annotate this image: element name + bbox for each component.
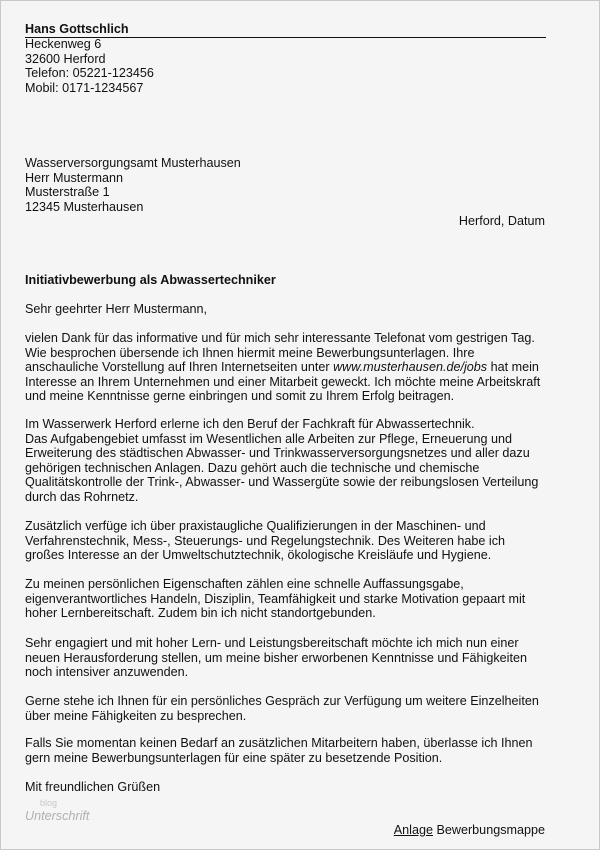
recipient-city: 12345 Musterhausen — [25, 199, 144, 214]
text-line: Falls Sie momentan keinen Bedarf an zusätzlichen Mitarbeitern haben, überlasse ich Ihnen — [25, 736, 533, 750]
paragraph-4 — [25, 577, 555, 621]
text-line: Verfahrenstechnik, Mess-, Steuerungs- und Regelungstechnik. Des Weiteren habe ich — [25, 533, 505, 548]
website-link: www.musterhausen.de/jobs — [333, 360, 488, 374]
paragraph-7 — [25, 736, 555, 765]
text-line: Zu meinen persönlichen Eigenschaften zählen eine schnelle Auffassungsgabe, — [25, 577, 464, 591]
sender-street: Heckenweg 6 — [25, 37, 102, 51]
sender-mobile: Mobil: 0171-1234567 — [25, 80, 144, 95]
text-line: Sehr engagiert und mit hoher Lern- und Leistungsbereitschaft möchte ich mich nun einer — [25, 636, 519, 650]
paragraph-2 — [25, 417, 555, 504]
paragraph-6 — [25, 694, 555, 723]
recipient-address — [25, 156, 555, 214]
text-line: Zusätzlich verfüge ich über praxistaugliche Qualifizierungen in der Maschinen- und — [25, 519, 486, 533]
text-line — [25, 360, 555, 375]
sender-block — [25, 22, 555, 37]
text-line: Gerne stehe ich Ihnen für ein persönliches Gespräch zur Verfügung um weitere Einzelheiten — [25, 694, 539, 708]
text-segment: anschauliche Vorstellung auf Ihren Internetseiten unter — [25, 360, 334, 374]
text-line: noch intensiver anzuwenden. — [25, 665, 189, 679]
subject-line: Initiativbewerbung als Abwassertechniker — [25, 273, 276, 287]
paragraph-5 — [25, 636, 555, 680]
attachment-text: Bewerbungsmappe — [432, 823, 545, 837]
text-line: durch das Rohrnetz. — [25, 489, 139, 504]
date-line: Herford, Datum — [458, 214, 545, 228]
recipient-person: Herr Mustermann — [25, 170, 123, 185]
text-line: Das Aufgabengebiet umfasst im Wesentlichen alle Arbeiten zur Pflege, Erneuerung und — [25, 431, 513, 446]
signature: Unterschrift — [25, 809, 90, 823]
sender-city: 32600 Herford — [25, 51, 106, 66]
sender-address — [25, 37, 555, 95]
text-line: Im Wasserwerk Herford erlerne ich den Beruf der Fachkraft für Abwassertechnik. — [25, 417, 475, 431]
text-line: gern meine Bewerbungsunterlagen für eine später zu besetzende Position. — [25, 750, 443, 765]
sender-name: Hans Gottschlich — [25, 22, 129, 36]
text-line: großes Interesse an der Umweltschutztechnik, ökologische Kreisläufe und Hygiene. — [25, 548, 492, 562]
paragraph-3 — [25, 519, 555, 563]
text-line: eigenverantwortliches Handeln, Disziplin, Teamfähigkeit und starke Motivation gepaart mit — [25, 591, 526, 606]
text-line: Interesse an Ihrem Unternehmen und einer Mitarbeit geweckt. Ich möchte meine Arbeitskraft — [25, 374, 541, 389]
closing: Mit freundlichen Grüßen — [25, 780, 161, 794]
text-line: hoher Lernbereitschaft. Zudem bin ich nicht standortgebunden. — [25, 606, 376, 620]
text-line: Qualitätskontrolle der Trink-, Abwasser- und Wassergüte sowie der reibungslosen Verteilung — [25, 475, 539, 489]
recipient-street: Musterstraße 1 — [25, 185, 110, 199]
attachment-label: Anlage — [393, 823, 433, 837]
text-line: gehörigen technischen Anlagen. Dazu gehört auch die technische und chemische — [25, 460, 480, 475]
text-segment: hat mein — [487, 360, 539, 374]
text-line: und meine Kenntnisse gerne einbringen und somit zu Ihrem Erfolg beitragen. — [25, 389, 455, 403]
text-line: vielen Dank für das informative und für mich sehr interessante Telefonat vom gestrigen Tag. — [25, 331, 535, 345]
attachment-line — [394, 823, 545, 838]
text-line: Wie besprochen übersende ich Ihnen hiermit meine Bewerbungsunterlagen. Ihre — [25, 345, 475, 360]
greeting: Sehr geehrter Herr Mustermann, — [25, 302, 207, 316]
paragraph-1 — [25, 331, 555, 404]
watermark: blog — [40, 798, 58, 808]
text-line: neuen Herausforderung stellen, um meine bisher erworbenen Kenntnisse und Fähigkeiten — [25, 650, 527, 665]
sender-phone: Telefon: 05221-123456 — [25, 66, 154, 80]
recipient-org: Wasserversorgungsamt Musterhausen — [25, 156, 241, 170]
text-line: über meine Fähigkeiten zu besprechen. — [25, 708, 247, 723]
text-line: Erweiterung des städtischen Abwasser- und Trinkwasserversorgungsnetzes und aller dazu — [25, 446, 530, 460]
